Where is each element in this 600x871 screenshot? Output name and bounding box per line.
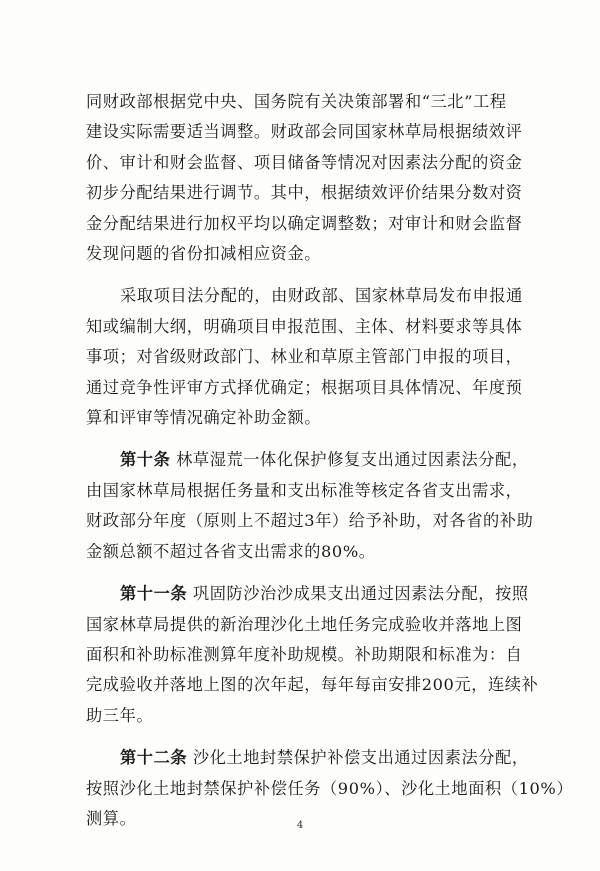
text-line: 完成验收并落地上图的次年起，每年每亩安排200元，连续补 (86, 675, 539, 695)
text-line: 初步分配结果进行调节。其中，根据绩效评价结果分数对资 (86, 183, 523, 203)
text-line: 金额总额不超过各省支出需求的80%。 (86, 541, 376, 561)
paragraph-gap (86, 567, 524, 579)
paragraph-gap (86, 269, 524, 281)
text-line: 算和评审等情况确定补助金额。 (86, 408, 322, 428)
text-line: 通过竞争性评审方式择优确定；根据项目具体情况、年度预 (86, 377, 523, 397)
text-line: 国家林草局提供的新治理沙化土地任务完成验收并落地上图 (86, 614, 523, 634)
text-line: 按照沙化土地封禁保护补偿任务（90%）、沙化土地面积（10%） (86, 778, 574, 798)
article-10-text: 林草湿荒一体化保护修复支出通过因素法分配， (176, 450, 529, 470)
text-line: 金分配结果进行加权平均以确定调整数；对审计和财会监督 (86, 213, 523, 233)
text-line: 建设实际需要适当调整。财政部会同国家林草局根据绩效评 (86, 122, 523, 142)
article-10-heading: 第十条 (120, 450, 171, 470)
text-line (86, 743, 529, 773)
text-line: 同财政部根据党中央、国务院有关决策部署和“三北”工程 (86, 92, 507, 111)
text-line: 助三年。 (86, 705, 154, 725)
text-line (86, 445, 529, 475)
text-line: 知或编制大纲，明确项目申报范围、主体、材料要求等具体 (86, 316, 523, 336)
paragraph-fund-adjustment (86, 87, 524, 269)
article-10 (86, 445, 534, 567)
article-11-heading: 第十一条 (120, 584, 188, 604)
text-line: 事项；对省级财政部门、林业和草原主管部门申报的项目， (86, 347, 523, 367)
page-number: 4 (296, 820, 304, 831)
text-line (86, 579, 529, 609)
text-line: 测算。 (86, 808, 137, 828)
paragraph-gap (86, 731, 524, 743)
text-line: 价、审计和财会监督、项目储备等情况对因素法分配的资金 (86, 152, 523, 172)
article-12-heading: 第十二条 (120, 748, 188, 768)
paragraph-gap (86, 433, 524, 445)
text-line: 发现问题的省份扣减相应资金。 (86, 244, 322, 264)
paragraph-project-method (86, 281, 524, 433)
article-11-text: 巩固防沙治沙成果支出通过因素法分配，按照 (192, 584, 529, 604)
text-line: 面积和补助标准测算年度补助规模。补助期限和标准为：自 (86, 644, 523, 664)
document-body (86, 87, 574, 834)
text-line: 采取项目法分配的，由财政部、国家林草局发布申报通 (120, 286, 523, 306)
text-line: 由国家林草局根据任务量和支出标准等核定各省支出需求， (86, 480, 523, 500)
text-line: 财政部分年度（原则上不超过3年）给予补助，对各省的补助 (86, 511, 534, 531)
article-11 (86, 579, 539, 731)
article-12-text: 沙化土地封禁保护补偿支出通过因素法分配， (192, 748, 529, 768)
